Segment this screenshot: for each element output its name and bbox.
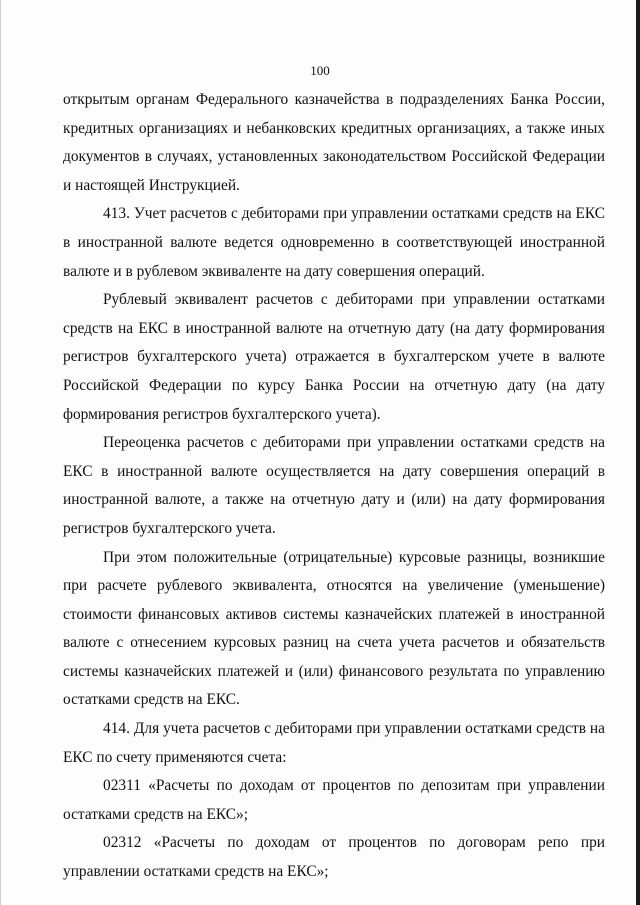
page-number: 100 bbox=[310, 63, 330, 78]
paragraph-revaluation: Переоценка расчетов с дебиторами при управлении остатками средств на ЕКС в иностранной валюте осуществляется на дату совершения операций в иностранной валюте, а также на отчетную дату и (или) на дату формирования регистров бухгалтерского учета. bbox=[63, 434, 605, 537]
paragraph-413: 413. Учет расчетов с дебиторами при управлении остатками средств на ЕКС в иностранной валюте ведется одновременно в соответствующей иностранной валюте и в рублевом эквиваленте на дату совершения операций. bbox=[63, 205, 605, 280]
paragraph-continuation: открытым органам Федерального казначейства в подразделениях Банка России, кредитных организациях и небанковских кредитных организациях, а также иных документов в случаях, установленных законодательством Российской Федерации и настоящей Инструкцией. bbox=[63, 91, 605, 194]
paragraph-account-02312: 02312 «Расчеты по доходам от процентов по договорам репо при управлении остатками средств на ЕКС»; bbox=[63, 834, 605, 881]
paragraph-414: 414. Для учета расчетов с дебиторами при управлении остатками средств на ЕКС по счету применяются счета: bbox=[63, 720, 605, 766]
paragraph-ruble-equivalent: Рублевый эквивалент расчетов с дебиторами при управлении остатками средств на ЕКС в иностранной валюте на отчетную дату (на дату формирования регистров бухгалтерского учета) отражается в бухгалтерском учете в валюте Российской Федерации по курсу Банка России на отчетную дату (на дату формирования регистров бухгалтерского учета). bbox=[63, 291, 605, 423]
document-body bbox=[63, 86, 605, 887]
paragraph-exchange-differences: При этом положительные (отрицательные) курсовые разницы, возникшие при расчете рублевого эквивалента, относятся на увеличение (уменьшение) стоимости финансовых активов системы казначейских платежей в иностранной валюте с отнесением курсовых разниц на счета учета расчетов и обязательств системы казначейских платежей и (или) финансового результата по управлению остатками средств на ЕКС. bbox=[63, 548, 605, 709]
paragraph-account-02311: 02311 «Расчеты по доходам от процентов по депозитам при управлении остатками средств на ЕКС»; bbox=[63, 777, 605, 823]
page-right-edge bbox=[636, 0, 640, 905]
page-left-edge bbox=[0, 0, 1, 905]
